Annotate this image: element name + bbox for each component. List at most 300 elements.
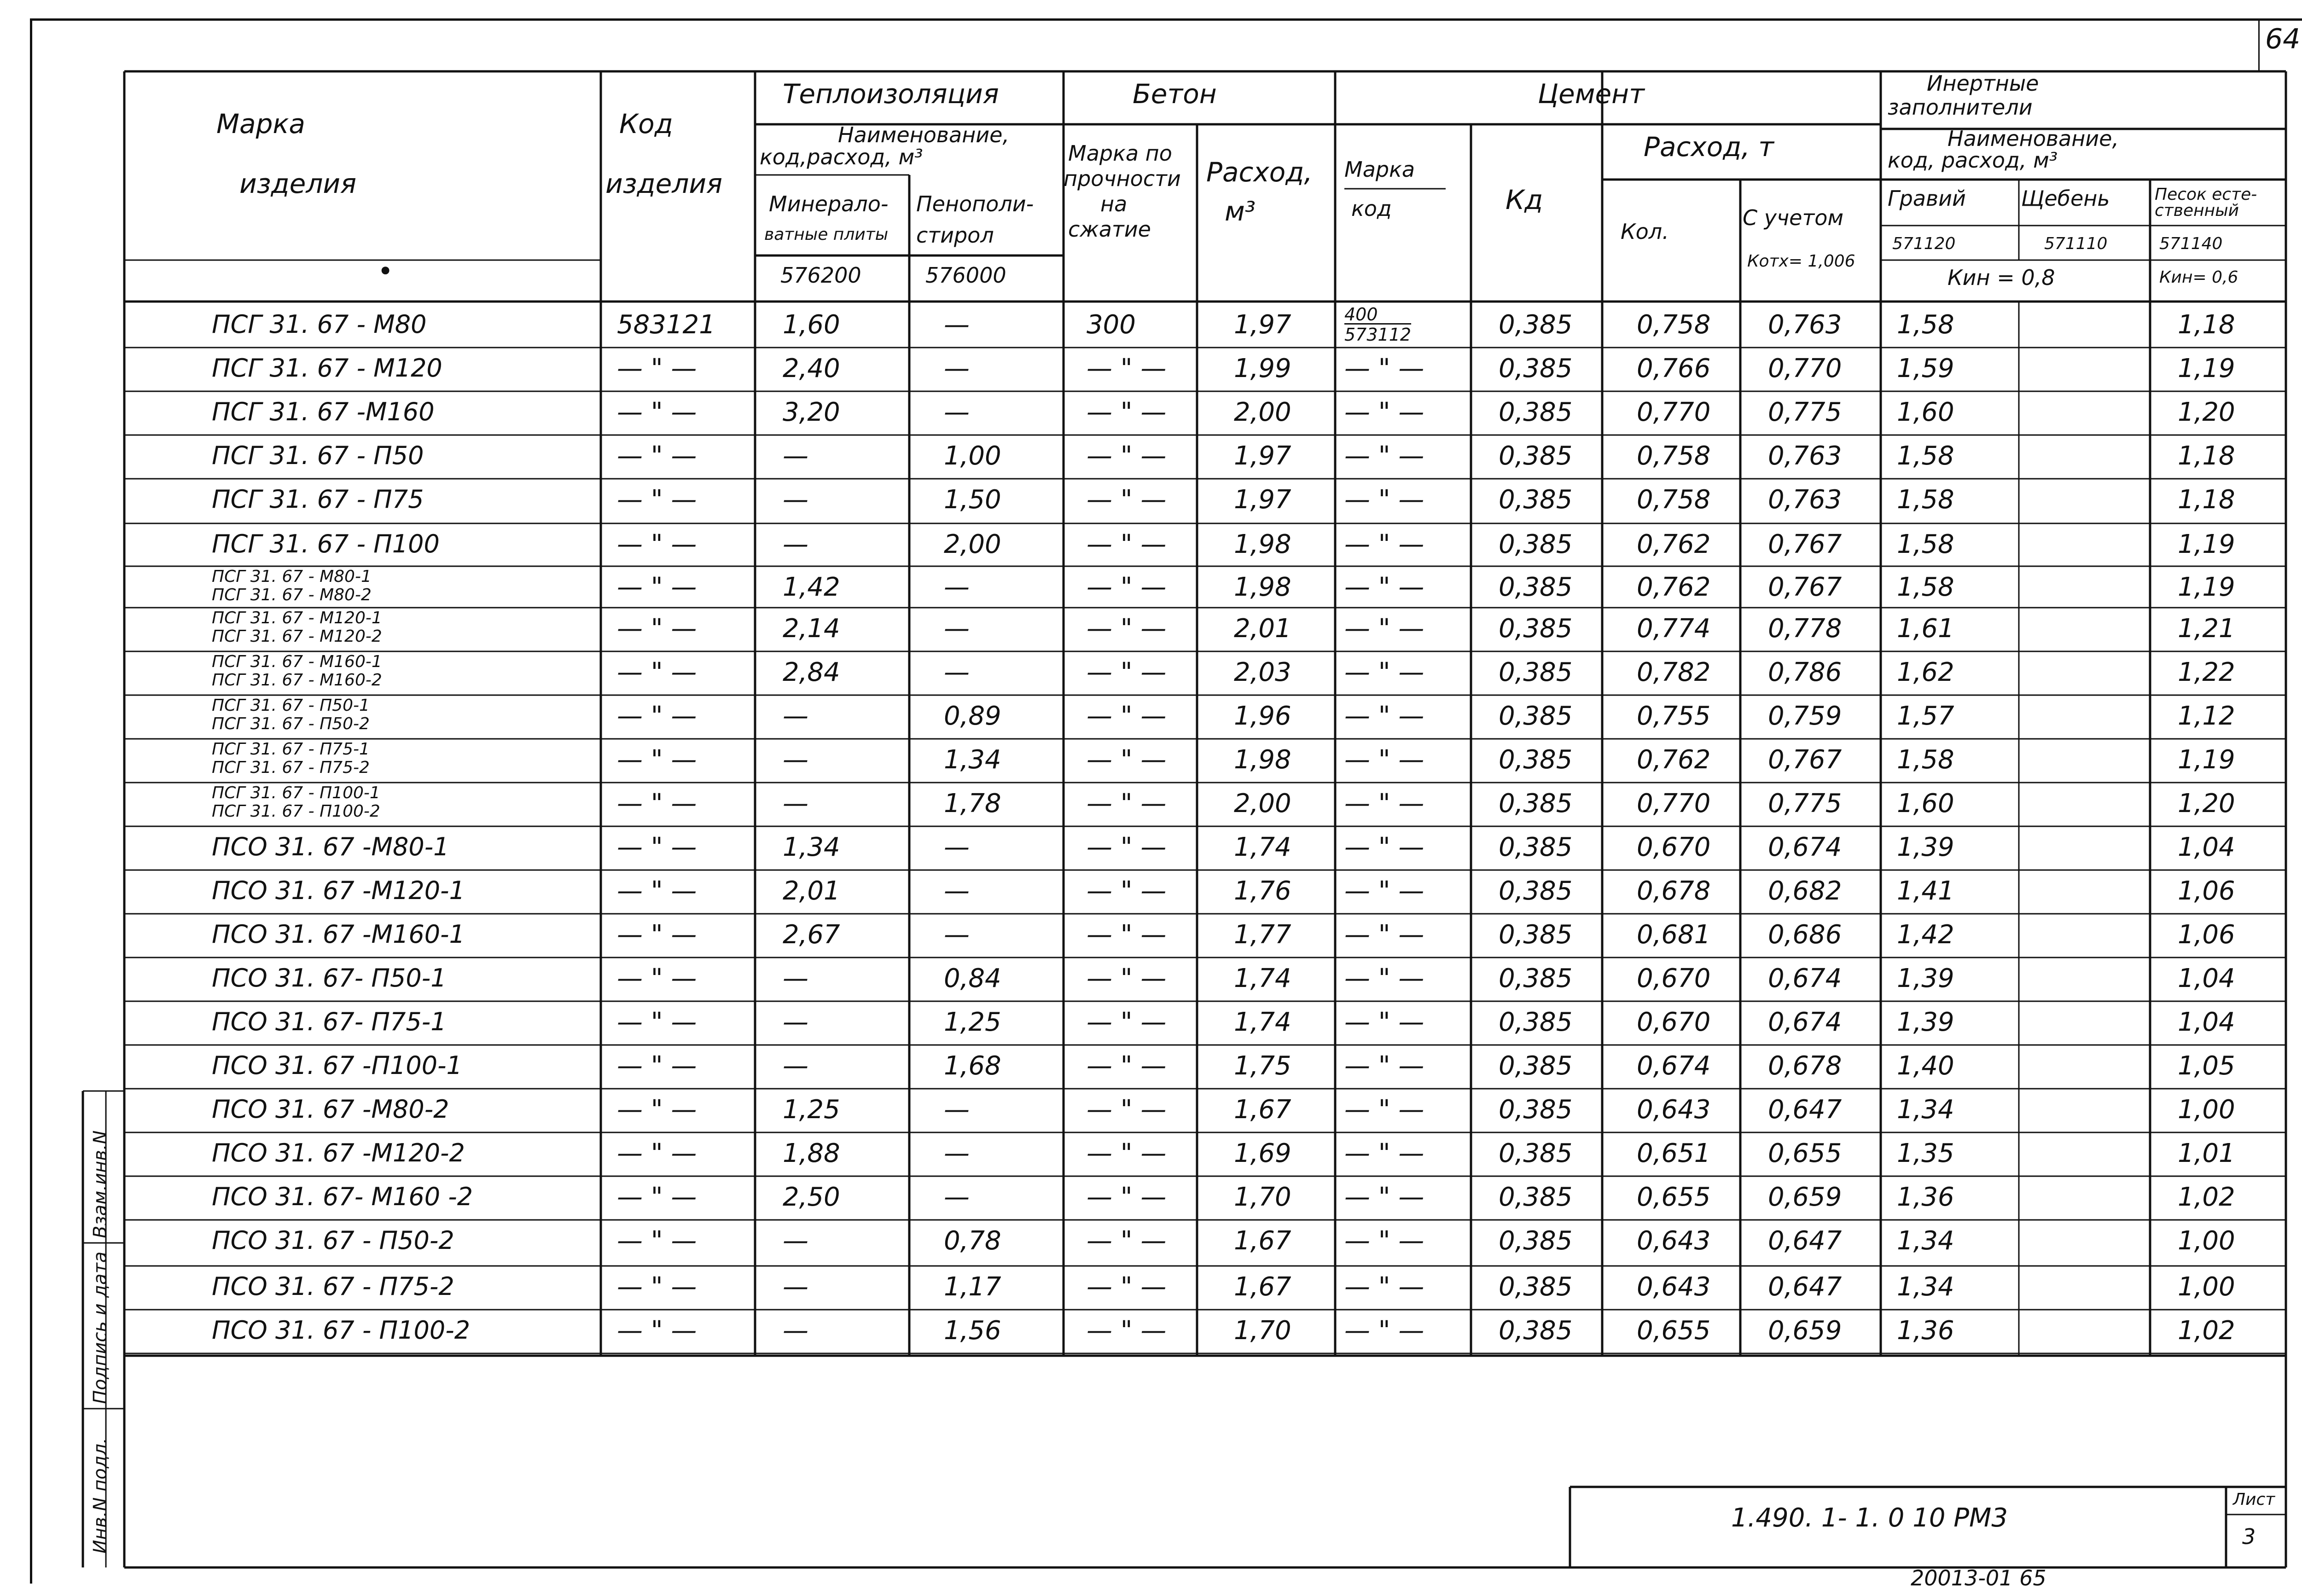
- cell-cmark: — " —: [1344, 920, 1424, 950]
- cell-min: —: [783, 1226, 808, 1256]
- stamp-list-number: 3: [2242, 1524, 2256, 1549]
- cell-min: —: [783, 1272, 808, 1302]
- cell-kod: — " —: [617, 441, 697, 471]
- cell-min: 2,01: [783, 876, 840, 906]
- cell-pen: —: [944, 614, 970, 644]
- cell-pes: 1,19: [2178, 745, 2235, 775]
- cell-bmark: — " —: [1087, 485, 1167, 515]
- header-pesok-2: ственный: [2155, 201, 2239, 220]
- cell-bmark: — " —: [1087, 1316, 1167, 1346]
- header-cement-kol: Кол.: [1621, 219, 1669, 244]
- cell-grav: 1,60: [1897, 789, 1954, 818]
- header-beton-rashod-1: Расход,: [1206, 157, 1313, 188]
- cell-kol: 0,762: [1637, 745, 1711, 775]
- header-penopol-1: Пенополи-: [916, 192, 1034, 216]
- cell-kd: 0,385: [1499, 832, 1573, 862]
- cell-kd: 0,385: [1499, 441, 1573, 471]
- header-kin-1: Кин = 0,8: [1947, 265, 2055, 290]
- cell-uch: 0,682: [1768, 876, 1842, 906]
- cell-kol: 0,651: [1637, 1138, 1711, 1168]
- cell-kol: 0,681: [1637, 920, 1711, 950]
- cell-uch: 0,767: [1768, 572, 1842, 602]
- cell-pes: 1,01: [2178, 1138, 2235, 1168]
- cell-kd: 0,385: [1499, 1007, 1573, 1037]
- cell-grav: 1,58: [1897, 529, 1954, 559]
- cell-brash: 1,67: [1234, 1095, 1291, 1125]
- cell-kod: — " —: [617, 701, 697, 731]
- cell-brash: 1,74: [1234, 1007, 1291, 1037]
- cell-cmark: — " —: [1344, 745, 1424, 775]
- cell-cmark: — " —: [1344, 397, 1424, 427]
- cell-kd: 0,385: [1499, 876, 1573, 906]
- header-graviy-code: 571120: [1892, 234, 1956, 253]
- cell-cement-code: 573112: [1344, 325, 1412, 345]
- cell-min: 2,67: [783, 920, 840, 950]
- cell-cmark: — " —: [1344, 614, 1424, 644]
- cell-brash: 1,76: [1234, 876, 1291, 906]
- cell-kd: 0,385: [1499, 1226, 1573, 1256]
- cell-cmark: — " —: [1344, 1182, 1424, 1212]
- cell-grav: 1,61: [1897, 614, 1954, 644]
- cell-mark: ПСО 31. 67 - П75-2: [212, 1272, 454, 1301]
- cell-kol: 0,758: [1637, 441, 1711, 471]
- cell-pen: —: [944, 1138, 970, 1168]
- cell-uch: 0,678: [1768, 1051, 1842, 1081]
- cell-kol: 0,670: [1637, 832, 1711, 862]
- cell-uch: 0,775: [1768, 789, 1842, 818]
- header-beton: Бетон: [1133, 78, 1217, 110]
- cell-uch: 0,659: [1768, 1316, 1842, 1346]
- cell-mark-second-line: ПСГ 31. 67 - П75-2: [212, 758, 370, 777]
- header-marka: Марка: [216, 108, 305, 139]
- cell-mark: ПСГ 31. 67 - М120: [212, 354, 442, 383]
- cell-pes: 1,20: [2178, 397, 2235, 427]
- cell-min: —: [783, 529, 808, 559]
- header-inert-1: Инертные: [1927, 71, 2039, 96]
- cell-kol: 0,762: [1637, 572, 1711, 602]
- cell-brash: 2,01: [1234, 614, 1291, 644]
- cell-kd: 0,385: [1499, 920, 1573, 950]
- cell-kod: — " —: [617, 1138, 697, 1168]
- cell-min: 1,42: [783, 572, 840, 602]
- cell-bmark: — " —: [1087, 1007, 1167, 1037]
- cell-pes: 1,06: [2178, 876, 2235, 906]
- cell-pes: 1,00: [2178, 1226, 2235, 1256]
- cell-cmark: — " —: [1344, 485, 1424, 515]
- cell-bmark: — " —: [1087, 832, 1167, 862]
- cell-mark: ПСГ 31. 67 - М160-1: [212, 652, 382, 671]
- cell-pes: 1,12: [2178, 701, 2235, 731]
- cell-kod: — " —: [617, 354, 697, 383]
- cell-cmark: — " —: [1344, 701, 1424, 731]
- cell-brash: 1,67: [1234, 1272, 1291, 1302]
- cell-bmark: — " —: [1087, 614, 1167, 644]
- cell-kol: 0,643: [1637, 1272, 1711, 1302]
- cell-pes: 1,18: [2178, 310, 2235, 340]
- cell-kod: — " —: [617, 789, 697, 818]
- cell-uch: 0,763: [1768, 441, 1842, 471]
- cell-kol: 0,755: [1637, 701, 1711, 731]
- cell-kd: 0,385: [1499, 529, 1573, 559]
- cell-mark: ПСГ 31. 67 - П100-1: [212, 783, 380, 802]
- cell-uch: 0,686: [1768, 920, 1842, 950]
- cell-mark-second-line: ПСГ 31. 67 - П100-2: [212, 802, 380, 821]
- cell-kol: 0,770: [1637, 789, 1711, 818]
- cell-grav: 1,58: [1897, 441, 1954, 471]
- cell-pes: 1,00: [2178, 1272, 2235, 1302]
- header-beton-mark-2: прочности: [1064, 166, 1181, 191]
- cell-bmark: — " —: [1087, 529, 1167, 559]
- cell-kod: — " —: [617, 1316, 697, 1346]
- cell-cmark: — " —: [1344, 1051, 1424, 1081]
- cell-uch: 0,647: [1768, 1226, 1842, 1256]
- cell-brash: 1,70: [1234, 1316, 1291, 1346]
- cell-grav: 1,62: [1897, 657, 1954, 687]
- cell-cmark: — " —: [1344, 1007, 1424, 1037]
- cell-brash: 2,00: [1234, 397, 1291, 427]
- cell-kod: — " —: [617, 963, 697, 993]
- cell-uch: 0,674: [1768, 832, 1842, 862]
- cell-pen: 1,68: [944, 1051, 1001, 1081]
- cell-pen: —: [944, 657, 970, 687]
- cell-cmark: — " —: [1344, 1138, 1424, 1168]
- cell-min: 3,20: [783, 397, 840, 427]
- cell-cmark: — " —: [1344, 963, 1424, 993]
- cell-pes: 1,04: [2178, 963, 2235, 993]
- cell-kod: — " —: [617, 745, 697, 775]
- cell-pen: —: [944, 832, 970, 862]
- cell-pen: —: [944, 572, 970, 602]
- cell-mark-second-line: ПСГ 31. 67 - М80-2: [212, 586, 372, 604]
- stamp-document-code: 1.490. 1- 1. 0 10 РМ3: [1731, 1503, 2008, 1533]
- cell-kod: — " —: [617, 529, 697, 559]
- cell-brash: 1,96: [1234, 701, 1291, 731]
- cell-brash: 1,99: [1234, 354, 1291, 383]
- header-inert-2: заполнители: [1888, 95, 2033, 120]
- cell-min: 1,34: [783, 832, 840, 862]
- cell-brash: 1,97: [1234, 485, 1291, 515]
- cell-kod: — " —: [617, 1182, 697, 1212]
- cell-kod: — " —: [617, 920, 697, 950]
- cell-cmark: — " —: [1344, 354, 1424, 383]
- cell-pen: —: [944, 876, 970, 906]
- cell-min: 1,88: [783, 1138, 840, 1168]
- cell-bmark: — " —: [1087, 572, 1167, 602]
- header-cement-rashod: Расход, т: [1644, 131, 1774, 163]
- cell-mark: ПСГ 31. 67 - М80-1: [212, 567, 372, 586]
- cell-pen: 1,25: [944, 1007, 1001, 1037]
- header-beton-mark-3: на: [1100, 192, 1128, 216]
- cell-grav: 1,58: [1897, 485, 1954, 515]
- header-cement-uchet-1: С учетом: [1743, 205, 1844, 230]
- cell-bmark: — " —: [1087, 876, 1167, 906]
- cell-mark: ПСГ 31. 67 -М160: [212, 397, 435, 426]
- cell-pen: 0,89: [944, 701, 1001, 731]
- cell-pes: 1,02: [2178, 1182, 2235, 1212]
- cell-brash: 1,67: [1234, 1226, 1291, 1256]
- cell-grav: 1,35: [1897, 1138, 1954, 1168]
- cell-kol: 0,655: [1637, 1182, 1711, 1212]
- cell-brash: 1,98: [1234, 745, 1291, 775]
- cell-kod: — " —: [617, 657, 697, 687]
- cell-kd: 0,385: [1499, 1182, 1573, 1212]
- header-mineral-code: 576200: [780, 263, 861, 288]
- cell-pes: 1,04: [2178, 1007, 2235, 1037]
- cell-kd: 0,385: [1499, 963, 1573, 993]
- cell-uch: 0,759: [1768, 701, 1842, 731]
- cell-uch: 0,778: [1768, 614, 1842, 644]
- header-beton-mark-4: сжатие: [1068, 217, 1151, 242]
- cell-kd: 0,385: [1499, 789, 1573, 818]
- cell-bmark: — " —: [1087, 1051, 1167, 1081]
- cell-kd: 0,385: [1499, 1272, 1573, 1302]
- cell-pes: 1,19: [2178, 572, 2235, 602]
- cell-kd: 0,385: [1499, 1095, 1573, 1125]
- cell-grav: 1,39: [1897, 832, 1954, 862]
- cell-kod: — " —: [617, 1226, 697, 1256]
- cell-pes: 1,20: [2178, 789, 2235, 818]
- cell-pes: 1,18: [2178, 485, 2235, 515]
- cell-pen: 1,00: [944, 441, 1001, 471]
- cell-grav: 1,40: [1897, 1051, 1954, 1081]
- cell-mark: ПСО 31. 67 -П100-1: [212, 1051, 462, 1080]
- header-kod: Код: [619, 108, 673, 139]
- cell-kod: — " —: [617, 1051, 697, 1081]
- cell-min: 1,60: [783, 310, 840, 340]
- cell-kd: 0,385: [1499, 614, 1573, 644]
- cell-kd: 0,385: [1499, 701, 1573, 731]
- cell-pes: 1,04: [2178, 832, 2235, 862]
- cell-kol: 0,762: [1637, 529, 1711, 559]
- cell-pen: —: [944, 1095, 970, 1125]
- stamp-list-label: Лист: [2233, 1490, 2275, 1509]
- cell-kd: 0,385: [1499, 310, 1573, 340]
- cell-pen: 2,00: [944, 529, 1001, 559]
- cell-uch: 0,647: [1768, 1095, 1842, 1125]
- cell-cmark: 400: [1344, 304, 1378, 325]
- cell-kol: 0,670: [1637, 963, 1711, 993]
- cell-mark: ПСГ 31. 67 - П50: [212, 441, 424, 470]
- side-label-inv: Инв.N подл.: [90, 1438, 111, 1554]
- cell-mark: ПСО 31. 67- П50-1: [212, 963, 447, 992]
- cell-bmark: — " —: [1087, 789, 1167, 818]
- header-izdeliya: изделия: [239, 168, 356, 199]
- cell-mark: ПСГ 31. 67 - П100: [212, 529, 440, 558]
- cell-mark-second-line: ПСГ 31. 67 - М160-2: [212, 671, 382, 690]
- cell-pen: 0,84: [944, 963, 1001, 993]
- cell-mark: ПСО 31. 67- П75-1: [212, 1007, 447, 1036]
- cell-pes: 1,18: [2178, 441, 2235, 471]
- cell-uch: 0,647: [1768, 1272, 1842, 1302]
- cell-kol: 0,678: [1637, 876, 1711, 906]
- header-cement-mark-1: Марка: [1344, 157, 1415, 182]
- cell-bmark: 300: [1087, 310, 1136, 340]
- cell-mark: ПСГ 31. 67 - М80: [212, 310, 427, 339]
- header-penopol-code: 576000: [925, 263, 1006, 288]
- cell-bmark: — " —: [1087, 657, 1167, 687]
- cell-cmark: — " —: [1344, 657, 1424, 687]
- cell-uch: 0,775: [1768, 397, 1842, 427]
- cell-uch: 0,674: [1768, 963, 1842, 993]
- header-pesok-1: Песок есте-: [2155, 185, 2257, 204]
- cell-mark: ПСО 31. 67 -М160-1: [212, 920, 465, 949]
- header-teplo: Теплоизоляция: [783, 78, 999, 110]
- cell-cmark: — " —: [1344, 1272, 1424, 1302]
- cell-mark-second-line: ПСГ 31. 67 - П50-2: [212, 714, 370, 733]
- cell-brash: 1,97: [1234, 441, 1291, 471]
- cell-grav: 1,34: [1897, 1226, 1954, 1256]
- cell-pen: —: [944, 354, 970, 383]
- cell-uch: 0,770: [1768, 354, 1842, 383]
- cell-min: 2,40: [783, 354, 840, 383]
- cell-kod: 583121: [617, 310, 715, 340]
- cell-mark: ПСО 31. 67 -М120-1: [212, 876, 465, 905]
- cell-min: —: [783, 441, 808, 471]
- cell-brash: 1,74: [1234, 832, 1291, 862]
- cell-grav: 1,58: [1897, 745, 1954, 775]
- cell-brash: 2,00: [1234, 789, 1291, 818]
- cell-kod: — " —: [617, 485, 697, 515]
- cell-uch: 0,655: [1768, 1138, 1842, 1168]
- cell-min: —: [783, 1316, 808, 1346]
- side-label-vzam: Взам.инв.N: [90, 1130, 111, 1238]
- footer-archive-number: 20013-01 65: [1911, 1566, 2046, 1590]
- cell-kod: — " —: [617, 397, 697, 427]
- cell-pen: —: [944, 310, 970, 340]
- cell-mark-second-line: ПСГ 31. 67 - М120-2: [212, 627, 382, 646]
- cell-bmark: — " —: [1087, 920, 1167, 950]
- cell-uch: 0,763: [1768, 310, 1842, 340]
- cell-pen: 1,50: [944, 485, 1001, 515]
- cell-kd: 0,385: [1499, 745, 1573, 775]
- cell-mark: ПСО 31. 67 -М120-2: [212, 1138, 465, 1167]
- cell-brash: 1,69: [1234, 1138, 1291, 1168]
- header-mineral-1: Минерало-: [769, 192, 889, 216]
- cell-uch: 0,763: [1768, 485, 1842, 515]
- cell-kol: 0,758: [1637, 485, 1711, 515]
- cell-grav: 1,36: [1897, 1182, 1954, 1212]
- cell-kd: 0,385: [1499, 485, 1573, 515]
- header-inert-sub-2: код, расход, м³: [1888, 148, 2058, 173]
- cell-min: —: [783, 963, 808, 993]
- cell-kod: — " —: [617, 572, 697, 602]
- cell-mark: ПСО 31. 67 -М80-1: [212, 832, 449, 861]
- cell-mark: ПСГ 31. 67 - П75: [212, 485, 424, 514]
- cell-min: —: [783, 745, 808, 775]
- cell-mark: ПСО 31. 67 - П50-2: [212, 1226, 454, 1255]
- cell-kod: — " —: [617, 1095, 697, 1125]
- cell-kol: 0,766: [1637, 354, 1711, 383]
- cell-cmark: — " —: [1344, 572, 1424, 602]
- cell-uch: 0,659: [1768, 1182, 1842, 1212]
- cell-bmark: — " —: [1087, 1138, 1167, 1168]
- cell-min: —: [783, 789, 808, 818]
- header-mineral-2: ватные плиты: [764, 225, 889, 244]
- cell-kol: 0,758: [1637, 310, 1711, 340]
- cell-min: —: [783, 1051, 808, 1081]
- cell-kd: 0,385: [1499, 1138, 1573, 1168]
- cell-brash: 2,03: [1234, 657, 1291, 687]
- cell-cmark: — " —: [1344, 529, 1424, 559]
- cell-grav: 1,57: [1897, 701, 1954, 731]
- header-dot: •: [378, 255, 394, 287]
- cell-mark: ПСГ 31. 67 - М120-1: [212, 609, 382, 627]
- cell-min: 2,50: [783, 1182, 840, 1212]
- cell-kd: 0,385: [1499, 1316, 1573, 1346]
- cell-uch: 0,674: [1768, 1007, 1842, 1037]
- cell-cmark: — " —: [1344, 441, 1424, 471]
- cell-pes: 1,19: [2178, 354, 2235, 383]
- header-teplo-sub2: код,расход, м³: [760, 145, 923, 169]
- page-number: 64: [2265, 23, 2301, 55]
- header-pesok-code: 571140: [2159, 234, 2223, 253]
- cell-cmark: — " —: [1344, 1226, 1424, 1256]
- cell-bmark: — " —: [1087, 745, 1167, 775]
- cell-grav: 1,41: [1897, 876, 1954, 906]
- cell-pes: 1,06: [2178, 920, 2235, 950]
- header-teplo-sub1: Наименование,: [838, 122, 1010, 147]
- cell-brash: 1,70: [1234, 1182, 1291, 1212]
- header-beton-rashod-2: м³: [1225, 196, 1256, 227]
- cell-kod: — " —: [617, 1007, 697, 1037]
- header-cement: Цемент: [1538, 78, 1645, 110]
- cell-kol: 0,674: [1637, 1051, 1711, 1081]
- header-cement-mark-2: код: [1351, 196, 1392, 221]
- cell-grav: 1,58: [1897, 572, 1954, 602]
- cell-pes: 1,05: [2178, 1051, 2235, 1081]
- cell-uch: 0,786: [1768, 657, 1842, 687]
- cell-grav: 1,39: [1897, 963, 1954, 993]
- cell-bmark: — " —: [1087, 1182, 1167, 1212]
- cell-kd: 0,385: [1499, 657, 1573, 687]
- cell-kod: — " —: [617, 614, 697, 644]
- cell-kd: 0,385: [1499, 397, 1573, 427]
- header-penopol-2: стирол: [916, 223, 994, 248]
- cell-brash: 1,75: [1234, 1051, 1291, 1081]
- cell-kol: 0,655: [1637, 1316, 1711, 1346]
- cell-grav: 1,42: [1897, 920, 1954, 950]
- header-cement-uchet-2: Котх= 1,006: [1747, 252, 1855, 271]
- cell-grav: 1,34: [1897, 1095, 1954, 1125]
- cell-kol: 0,774: [1637, 614, 1711, 644]
- cell-kol: 0,782: [1637, 657, 1711, 687]
- header-cement-kd: Кд: [1506, 184, 1543, 215]
- cell-pes: 1,19: [2178, 529, 2235, 559]
- header-inert-sub-1: Наименование,: [1947, 126, 2119, 151]
- cell-kod: — " —: [617, 876, 697, 906]
- cell-kd: 0,385: [1499, 1051, 1573, 1081]
- cell-pes: 1,22: [2178, 657, 2235, 687]
- cell-mark: ПСГ 31. 67 - П50-1: [212, 696, 370, 715]
- cell-grav: 1,60: [1897, 397, 1954, 427]
- cell-min: —: [783, 701, 808, 731]
- cell-pen: 1,56: [944, 1316, 1001, 1346]
- cell-pen: —: [944, 1182, 970, 1212]
- cell-pen: 0,78: [944, 1226, 1001, 1256]
- cell-min: 2,14: [783, 614, 840, 644]
- cell-min: —: [783, 485, 808, 515]
- cell-pen: 1,78: [944, 789, 1001, 818]
- cell-brash: 1,98: [1234, 529, 1291, 559]
- cell-pes: 1,21: [2178, 614, 2235, 644]
- cell-brash: 1,74: [1234, 963, 1291, 993]
- cell-min: 2,84: [783, 657, 840, 687]
- cell-kd: 0,385: [1499, 354, 1573, 383]
- cell-mark: ПСГ 31. 67 - П75-1: [212, 740, 370, 759]
- cell-cmark: — " —: [1344, 789, 1424, 818]
- cell-grav: 1,59: [1897, 354, 1954, 383]
- cell-brash: 1,98: [1234, 572, 1291, 602]
